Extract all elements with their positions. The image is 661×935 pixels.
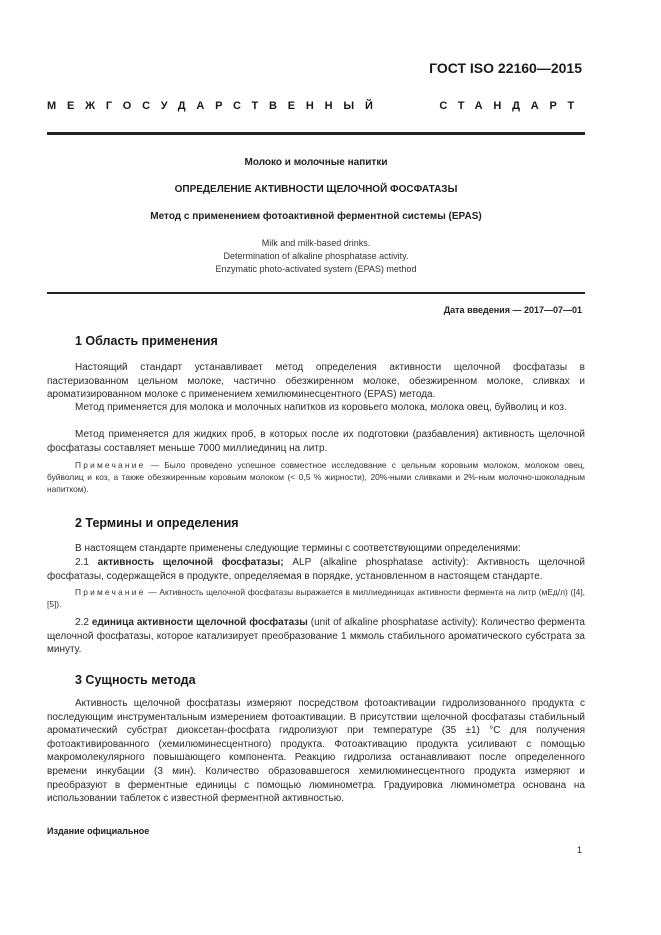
note-label: Примечание (75, 460, 146, 470)
section-3-heading: 3 Сущность метода (75, 673, 196, 687)
interstate-standard-banner (47, 100, 585, 112)
note-text: — Активность щелочной фосфатазы выражается в миллиединицах активности фермента на литр (мЕд/л) ([4], [5]). (47, 587, 585, 609)
banner-word-standard: СТАНДАРТ (439, 100, 585, 112)
introduction-date: Дата введения — 2017—07—01 (443, 305, 582, 315)
page-number: 1 (576, 845, 582, 855)
term-name: активность щелочной фосфатазы; (97, 557, 284, 568)
section-2-heading: 2 Термины и определения (75, 516, 239, 530)
title-sub: Метод с применением фотоактивной ферментной системы (EPAS) (150, 211, 482, 222)
title-english-line: Enzymatic photo-activated system (EPAS) method (215, 264, 417, 274)
term-name: единица активности щелочной фосфатазы (91, 617, 308, 628)
note-label: Примечание (75, 587, 146, 597)
title-english (47, 237, 585, 276)
term-2-2 (47, 616, 585, 657)
section-1-paragraph: Метод применяется для молока и молочных напитков из коровьего молока, молока овец, буйволиц и коз. (75, 402, 567, 413)
section-2-note (47, 586, 585, 610)
banner-word-interstate: МЕЖГОСУДАРСТВЕННЫЙ (47, 100, 384, 112)
standard-number: ГОСТ ISO 22160—2015 (429, 60, 582, 76)
official-edition-label: Издание официальное (47, 826, 150, 836)
title-rule (47, 292, 585, 294)
title-english-line: Milk and milk-based drinks. (261, 238, 371, 248)
term-number: 2.2 (75, 617, 92, 628)
term-definition: ALP (alkaline phosphatase activity): Активность щелочной фосфатазы, содержащейся в продукте, определяемая в порядке, установленном в настоящем стандарте. (47, 557, 585, 582)
header-rule (47, 132, 585, 135)
section-2-intro: В настоящем стандарте применены следующие термины с соответствующими определениями: (75, 543, 521, 554)
section-1-paragraph: Настоящий стандарт устанавливает метод определения активности щелочной фосфатазы в пастеризованном цельном молоке, частично обезжиренном молоке, обезжиренном молоке, сливках и ароматизированном молоке с применением хемилюминесцентного (EPAS) метода. (47, 362, 585, 401)
title-group: Молоко и молочные напитки (244, 157, 388, 168)
term-definition: (unit of alkaline phosphatase activity): Количество фермента щелочной фосфатазы, которое катализирует преобразование 1 мкмоль стабильного ароматического субстрата за минуту. (47, 617, 585, 656)
section-3-paragraph: Активность щелочной фосфатазы измеряют посредством фотоактивации гидролизованного продукта с последующим инструментальным измерением фотоактивации. В присутствии щелочной фосфатазы стабильный ароматический субстрат диоксетан-фосфата гидролизуют при температуре (35 ±1) °С для получения фотоактивированного (хемилюминесцентного) продукта. Фотоактивацию продукта усиливают с помощью макромолекулярного повышающего компонента. Реакцию гидролиза останавливают после определенного времени инкубации (3 мин). Количество образовавшегося хемилюминесцентного продукта измеряют и преобразуют в ферментные единицы с помощью люминометра. Градуировка люминометра основана на использовании таблеток с известной ферментной активностью. (47, 698, 585, 805)
note-text: — Было проведено успешное совместное исследование с цельным коровьим молоком, молоком овец, буйволиц и коз, а также обезжиренным коровьим молоком (< 0,5 % жирности), 20%-ными сливками и 2%-ным молочно-шоколадным напитком). (47, 460, 585, 494)
title-main: ОПРЕДЕЛЕНИЕ АКТИВНОСТИ ЩЕЛОЧНОЙ ФОСФАТАЗЫ (174, 184, 458, 195)
section-1-note (47, 459, 585, 495)
section-1-paragraph: Метод применяется для жидких проб, в которых после их подготовки (разбавления) активность щелочной фосфатазы составляет меньше 7000 миллиединиц на литр. (47, 429, 585, 454)
term-2-1 (47, 556, 585, 583)
section-1-heading: 1 Область применения (75, 334, 218, 348)
term-number: 2.1 (75, 557, 98, 568)
title-english-line: Determination of alkaline phosphatase activity. (223, 251, 409, 261)
